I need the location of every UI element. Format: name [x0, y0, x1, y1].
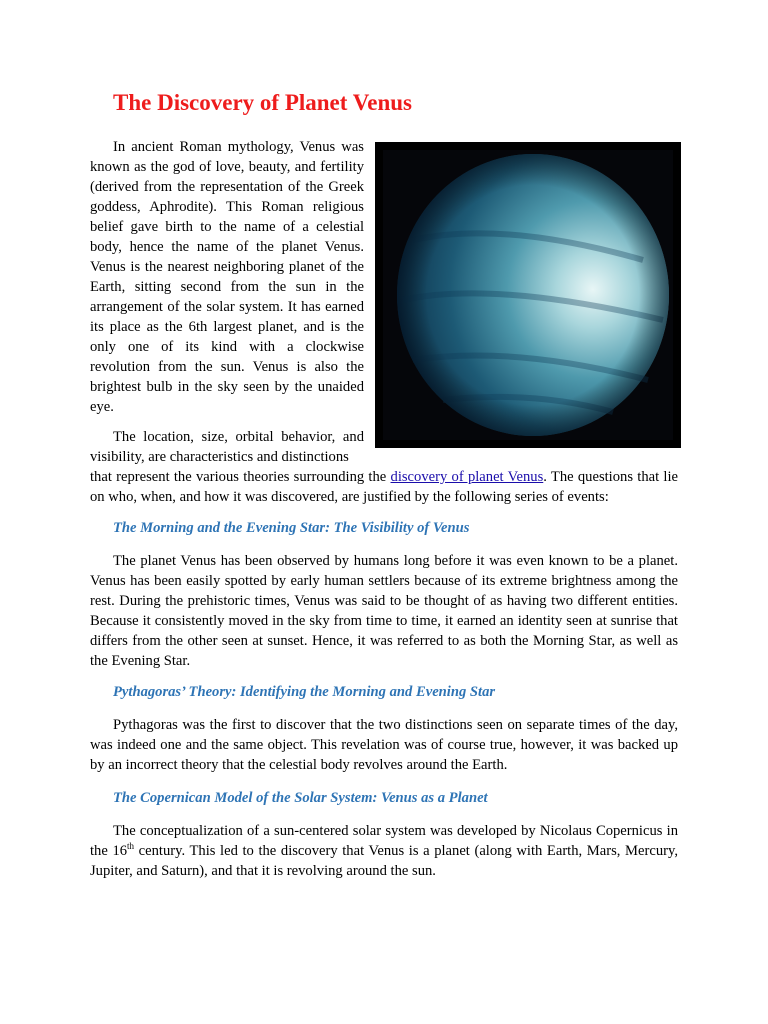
section-heading-pythagoras: Pythagoras’ Theory: Identifying the Morning and Evening Star — [113, 684, 496, 700]
ordinal-suffix: th — [127, 841, 135, 852]
copernican-text-end: century. This led to the discovery that Venus is a planet (along with Earth, Mars, Mercury, Jupiter, and Saturn), and that it is revolving around the sun. — [90, 843, 678, 879]
section-body-visibility: The planet Venus has been observed by humans long before it was even known to be a planet. Venus has been easily spotted by early human settlers because of its extreme brightness among the rest. During the prehistoric times, Venus was said to be thought of as having two different entities. Because it consistently moved in the sky from time to time, it earned an identity seen at sunrise that differs from the other seen at sunset. Hence, it was referred to as both the Morning Star, as well as the Evening Star. — [90, 553, 678, 669]
page-title: The Discovery of Planet Venus — [113, 90, 412, 115]
section-body-pythagoras: Pythagoras was the first to discover that the two distinctions seen on separate times of the day, was indeed one and the same object. This revelation was of course true, however, it was backed up by an incorrect theory that the celestial body revolves around the Earth. — [90, 717, 678, 773]
intro-paragraph-2-end — [90, 467, 678, 507]
venus-planet-photo-icon — [383, 150, 673, 440]
section-body-copernican — [90, 821, 678, 881]
intro-paragraph-2-start: The location, size, orbital behavior, and visibility, are characteristics and distinctions — [90, 429, 364, 465]
copernican-text: The conceptualization of a sun-centered solar system was developed by Nicolaus Copernicus in the 16 — [90, 823, 678, 859]
intro-paragraph-2-text: that represent the various theories surrounding the — [90, 469, 391, 485]
discovery-link[interactable]: discovery of planet Venus — [390, 469, 544, 485]
intro-paragraph-2-text-end: . The questions that lie on who, when, and how it was discovered, are justified by the following series of events: — [90, 469, 678, 505]
venus-image — [375, 142, 681, 448]
intro-paragraph: In ancient Roman mythology, Venus was known as the god of love, beauty, and fertility (derived from the representation of the Greek goddess, Aphrodite). This Roman religious belief gave birth to the name of a celestial body, hence the name of the planet Venus. Venus is the nearest neighboring planet of the Earth, sitting second from the sun in the arrangement of the solar system. It has earned its place as the 6th largest planet, and is the only one of its kind with a clockwise revolution from the sun. Venus is also the brightest bulb in the sky seen by the unaided eye. — [90, 139, 364, 415]
section-heading-copernican: The Copernican Model of the Solar System: Venus as a Planet — [113, 790, 488, 806]
section-heading-visibility: The Morning and the Evening Star: The Visibility of Venus — [113, 520, 470, 536]
